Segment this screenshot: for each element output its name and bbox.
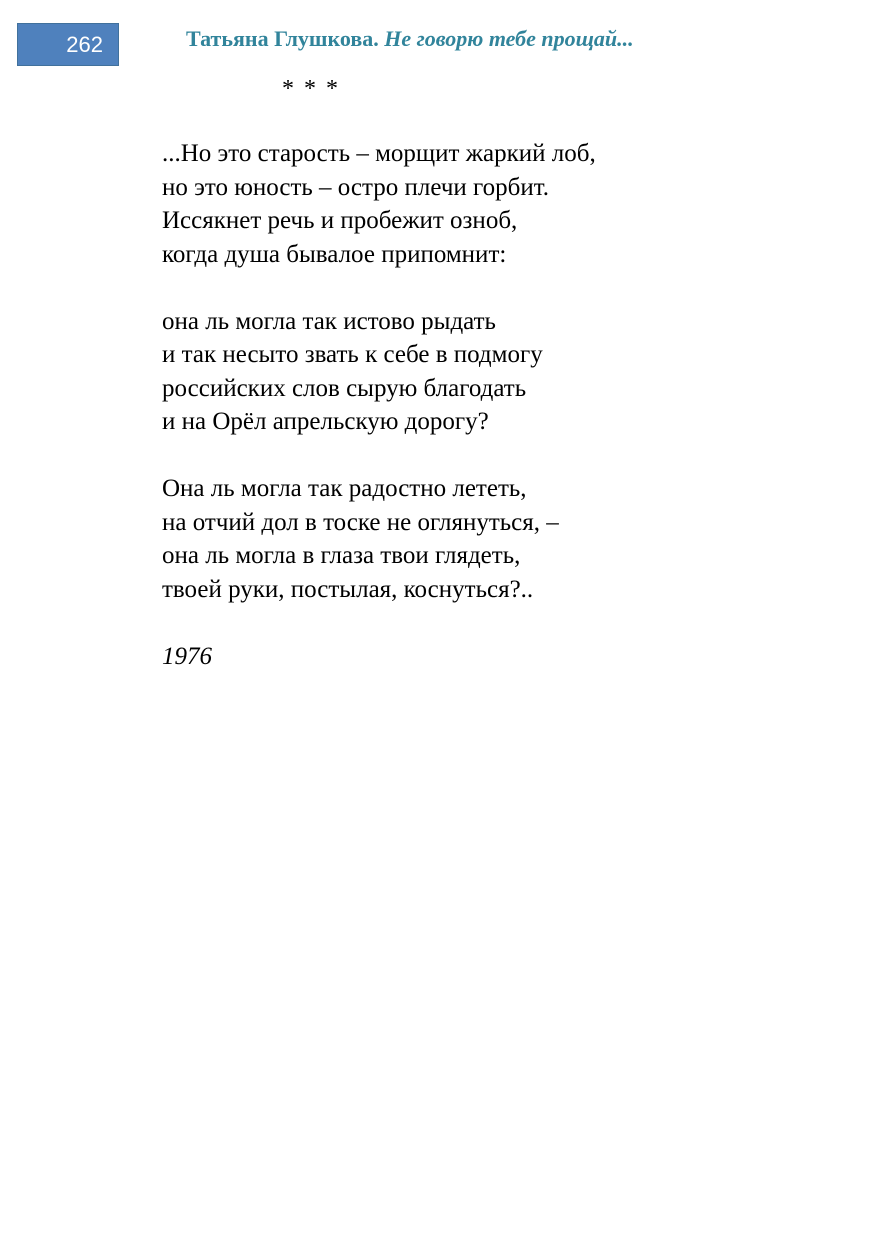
poem-line: но это юность – остро плечи горбит. [162,173,550,201]
running-header [186,26,634,52]
header-book-title: Не говорю тебе прощай... [384,26,634,51]
poem-line: ...Но это старость – морщит жаркий лоб, [162,140,596,167]
poem-line: твоей руки, постылая, коснуться?.. [162,575,534,603]
poem-line: и так несыто звать к себе в подмогу [162,341,543,368]
page-number: 262 [66,31,103,57]
poem-line: Она ль могла так радостно лететь, [162,475,527,502]
poem-line: она ль могла в глаза твои глядеть, [162,542,521,569]
poem-line: российских слов сырую благодать [162,374,527,402]
header-author: Татьяна Глушкова. [186,26,379,51]
poem-body [162,137,596,673]
poem-line: Иссякнет речь и пробежит озноб, [162,207,518,234]
stanza [162,137,596,271]
stanza [162,472,596,606]
poem-line: и на Орёл апрельскую дорогу? [162,408,489,435]
poem-line: когда душа бывалое припомнит: [162,240,507,268]
poem-date: 1976 [162,642,212,670]
page-number-badge [17,23,119,66]
poem-line: она ль могла так истово рыдать [162,307,496,335]
stanza [162,305,596,439]
poem-separator: * * * [282,76,340,102]
poem-line: на отчий дол в тоске не оглянуться, – [162,508,559,536]
